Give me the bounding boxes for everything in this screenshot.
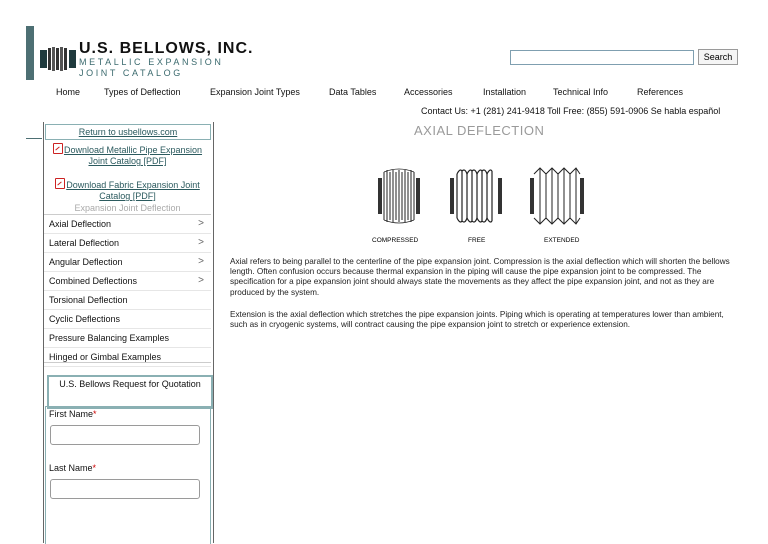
chevron-right-icon: > [198, 256, 204, 267]
page-title: AXIAL DEFLECTION [414, 123, 545, 138]
sidebar-menu [44, 214, 211, 367]
search-input[interactable] [510, 50, 694, 65]
content-paragraph-2: Extension is the axial deflection which stretches the pipe expansion joints. Piping which is operating at temperatures lower than ambient, such as in cryogenic systems, will contract causing the pipe expansion joint to stretch or experience extension. [230, 310, 724, 330]
accent-divider [26, 138, 42, 139]
search-button[interactable]: Search [698, 49, 738, 65]
nav-technical-info[interactable]: Technical Info [553, 87, 609, 97]
sidebar-item-label: Pressure Balancing Examples [49, 333, 170, 343]
download-metallic-catalog-link[interactable] [45, 143, 210, 167]
chevron-right-icon: > [198, 275, 204, 286]
sidebar-item-axial-deflection[interactable] [44, 215, 211, 234]
compressed-bellows-figure [378, 169, 420, 223]
download-fabric-catalog-link[interactable] [45, 178, 210, 202]
sidebar-item-label: Combined Deflections [49, 276, 138, 286]
caption-extended: EXTENDED [544, 237, 580, 244]
nav-data-tables[interactable]: Data Tables [329, 87, 377, 97]
sidebar-item-cyclic-deflections[interactable] [44, 310, 211, 329]
sidebar-item-torsional-deflection[interactable] [44, 291, 211, 310]
first-name-field[interactable] [50, 425, 200, 445]
sidebar-item-angular-deflection[interactable] [44, 253, 211, 272]
caption-compressed: COMPRESSED [372, 237, 419, 244]
download-metallic-catalog-label: Download Metallic Pipe Expansion Joint Catalog [PDF] [63, 145, 203, 166]
pdf-icon [55, 178, 65, 189]
quote-form [45, 406, 211, 544]
sidebar-item-label: Lateral Deflection [49, 238, 120, 248]
quote-form-title: U.S. Bellows Request for Quotation [47, 375, 213, 409]
sidebar-item-label: Cyclic Deflections [49, 314, 121, 324]
nav-installation[interactable]: Installation [483, 87, 527, 97]
bellows-deflection-illustration [372, 164, 592, 246]
nav-home[interactable]: Home [56, 87, 81, 97]
first-name-label: First Name* [49, 409, 97, 419]
caption-free: FREE [468, 237, 486, 244]
sidebar-item-pressure-balancing[interactable] [44, 329, 211, 348]
pdf-icon [53, 143, 63, 154]
nav-expansion-joint-types[interactable]: Expansion Joint Types [210, 87, 300, 97]
sidebar-item-lateral-deflection[interactable] [44, 234, 211, 253]
contact-info: Contact Us: +1 (281) 241-9418 Toll Free: (855) 591-0906 Se habla español [421, 106, 721, 116]
sidebar-item-combined-deflections[interactable] [44, 272, 211, 291]
chevron-right-icon: > [198, 218, 204, 229]
last-name-label: Last Name* [49, 463, 97, 473]
nav-accessories[interactable]: Accessories [404, 87, 453, 97]
bellows-logo-icon[interactable] [40, 44, 76, 74]
extended-bellows-figure [530, 168, 584, 224]
brand-subtitle: METALLIC EXPANSION JOINT CATALOG [79, 57, 224, 78]
return-link[interactable]: Return to usbellows.com [45, 124, 211, 140]
sidebar-caption: Expansion Joint Deflection [74, 203, 181, 213]
brand-accent-bar [26, 26, 34, 80]
sidebar-item-label: Hinged or Gimbal Examples [49, 352, 162, 362]
content-paragraph-1: Axial refers to being parallel to the centerline of the pipe expansion joint. Compression is the axial deflection which will shorten the bellows length. Often confusion occurs because thermal expansion in the piping will cause the pipe expansion joint to be compressed. The specification for a pipe expansion joint should always state the movements as they affect the pipe expansion joint, and not as they are produced by the system. [230, 257, 730, 297]
sidebar-item-label: Torsional Deflection [49, 295, 128, 305]
brand-name[interactable]: U.S. BELLOWS, INC. [79, 40, 254, 57]
free-bellows-figure [450, 170, 502, 222]
sidebar-item-label: Axial Deflection [49, 219, 112, 229]
download-fabric-catalog-label: Download Fabric Expansion Joint Catalog [PDF] [66, 180, 200, 201]
sidebar-divider [44, 362, 211, 363]
sidebar-item-hinged-gimbal[interactable] [44, 348, 211, 367]
sidebar-item-label: Angular Deflection [49, 257, 123, 267]
chevron-right-icon: > [198, 237, 204, 248]
nav-types-of-deflection[interactable]: Types of Deflection [104, 87, 181, 97]
last-name-field[interactable] [50, 479, 200, 499]
nav-references[interactable]: References [637, 87, 684, 97]
